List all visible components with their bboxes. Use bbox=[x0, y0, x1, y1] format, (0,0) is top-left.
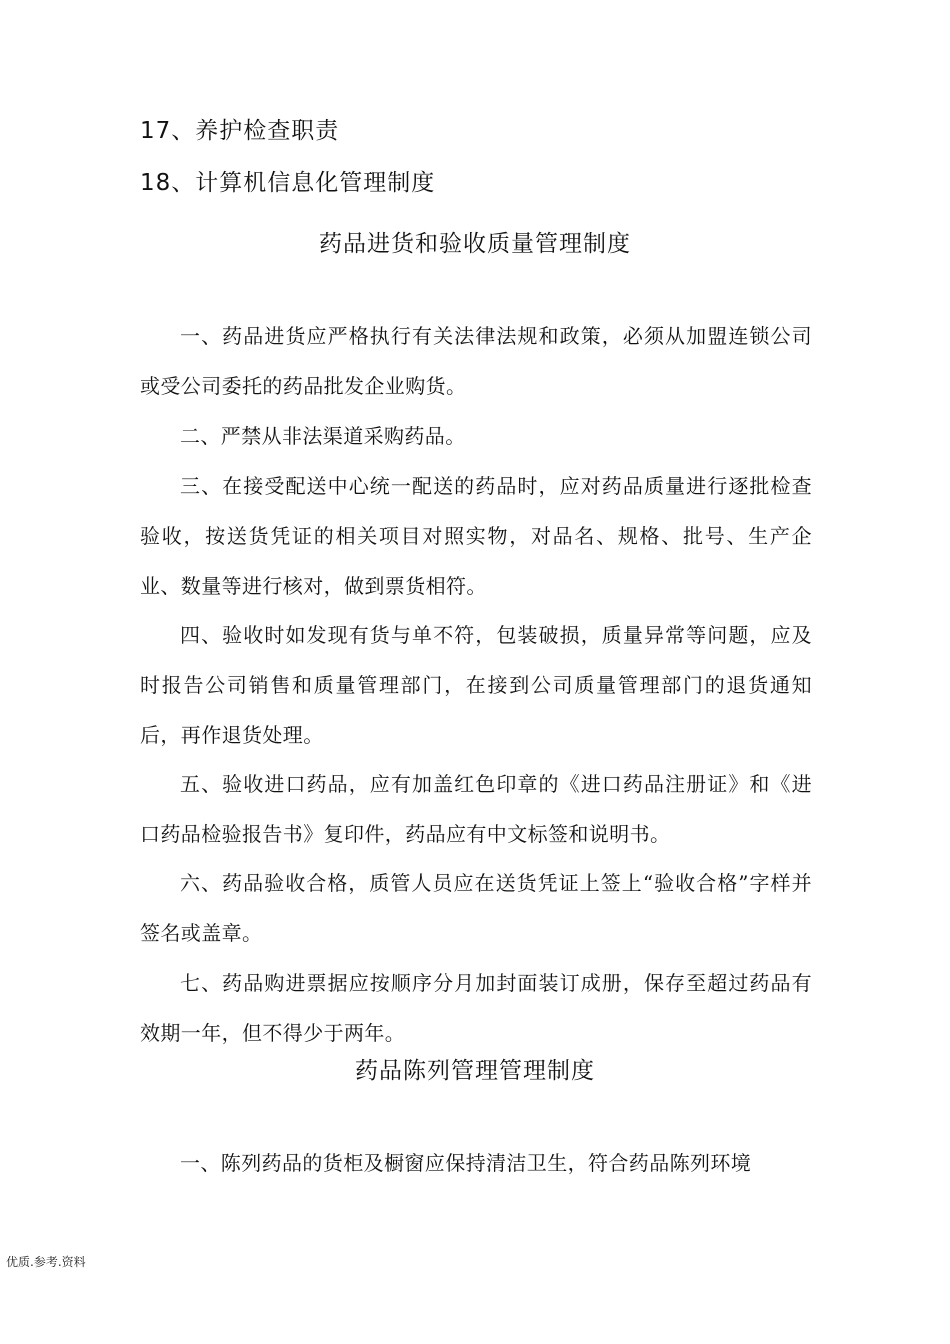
paragraph: 七、药品购进票据应按顺序分月加封面装订成册，保存至超过药品有效期一年，但不得少于两年。 bbox=[140, 971, 812, 1045]
paragraph: 二、严禁从非法渠道采购药品。 bbox=[180, 424, 466, 448]
section-title: 药品陈列管理管理制度 bbox=[355, 1058, 595, 1084]
paragraph: 五、验收进口药品，应有加盖红色印章的《进口药品注册证》和《进口药品检验报告书》复印件，药品应有中文标签和说明书。 bbox=[140, 772, 812, 846]
section-title: 药品进货和验收质量管理制度 bbox=[319, 231, 631, 257]
paragraph: 四、验收时如发现有货与单不符，包装破损，质量异常等问题，应及时报告公司销售和质量管理部门，在接到公司质量管理部门的退货通知后，再作退货处理。 bbox=[140, 623, 812, 747]
paragraph: 三、在接受配送中心统一配送的药品时，应对药品质量进行逐批检查验收，按送货凭证的相关项目对照实物，对品名、规格、批号、生产企业、数量等进行核对，做到票货相符。 bbox=[140, 474, 812, 598]
list-item: 18、计算机信息化管理制度 bbox=[140, 170, 436, 196]
paragraph: 六、药品验收合格，质管人员应在送货凭证上签上“验收合格”字样并签名或盖章。 bbox=[140, 871, 812, 945]
list-item: 17、养护检查职责 bbox=[140, 118, 340, 144]
paragraph: 一、药品进货应严格执行有关法律法规和政策，必须从加盟连锁公司或受公司委托的药品批发企业购货。 bbox=[140, 324, 812, 398]
footer-text: 优质.参考.资料 bbox=[6, 1255, 86, 1269]
paragraph: 一、陈列药品的货柜及橱窗应保持清洁卫生，符合药品陈列环境 bbox=[180, 1151, 752, 1175]
